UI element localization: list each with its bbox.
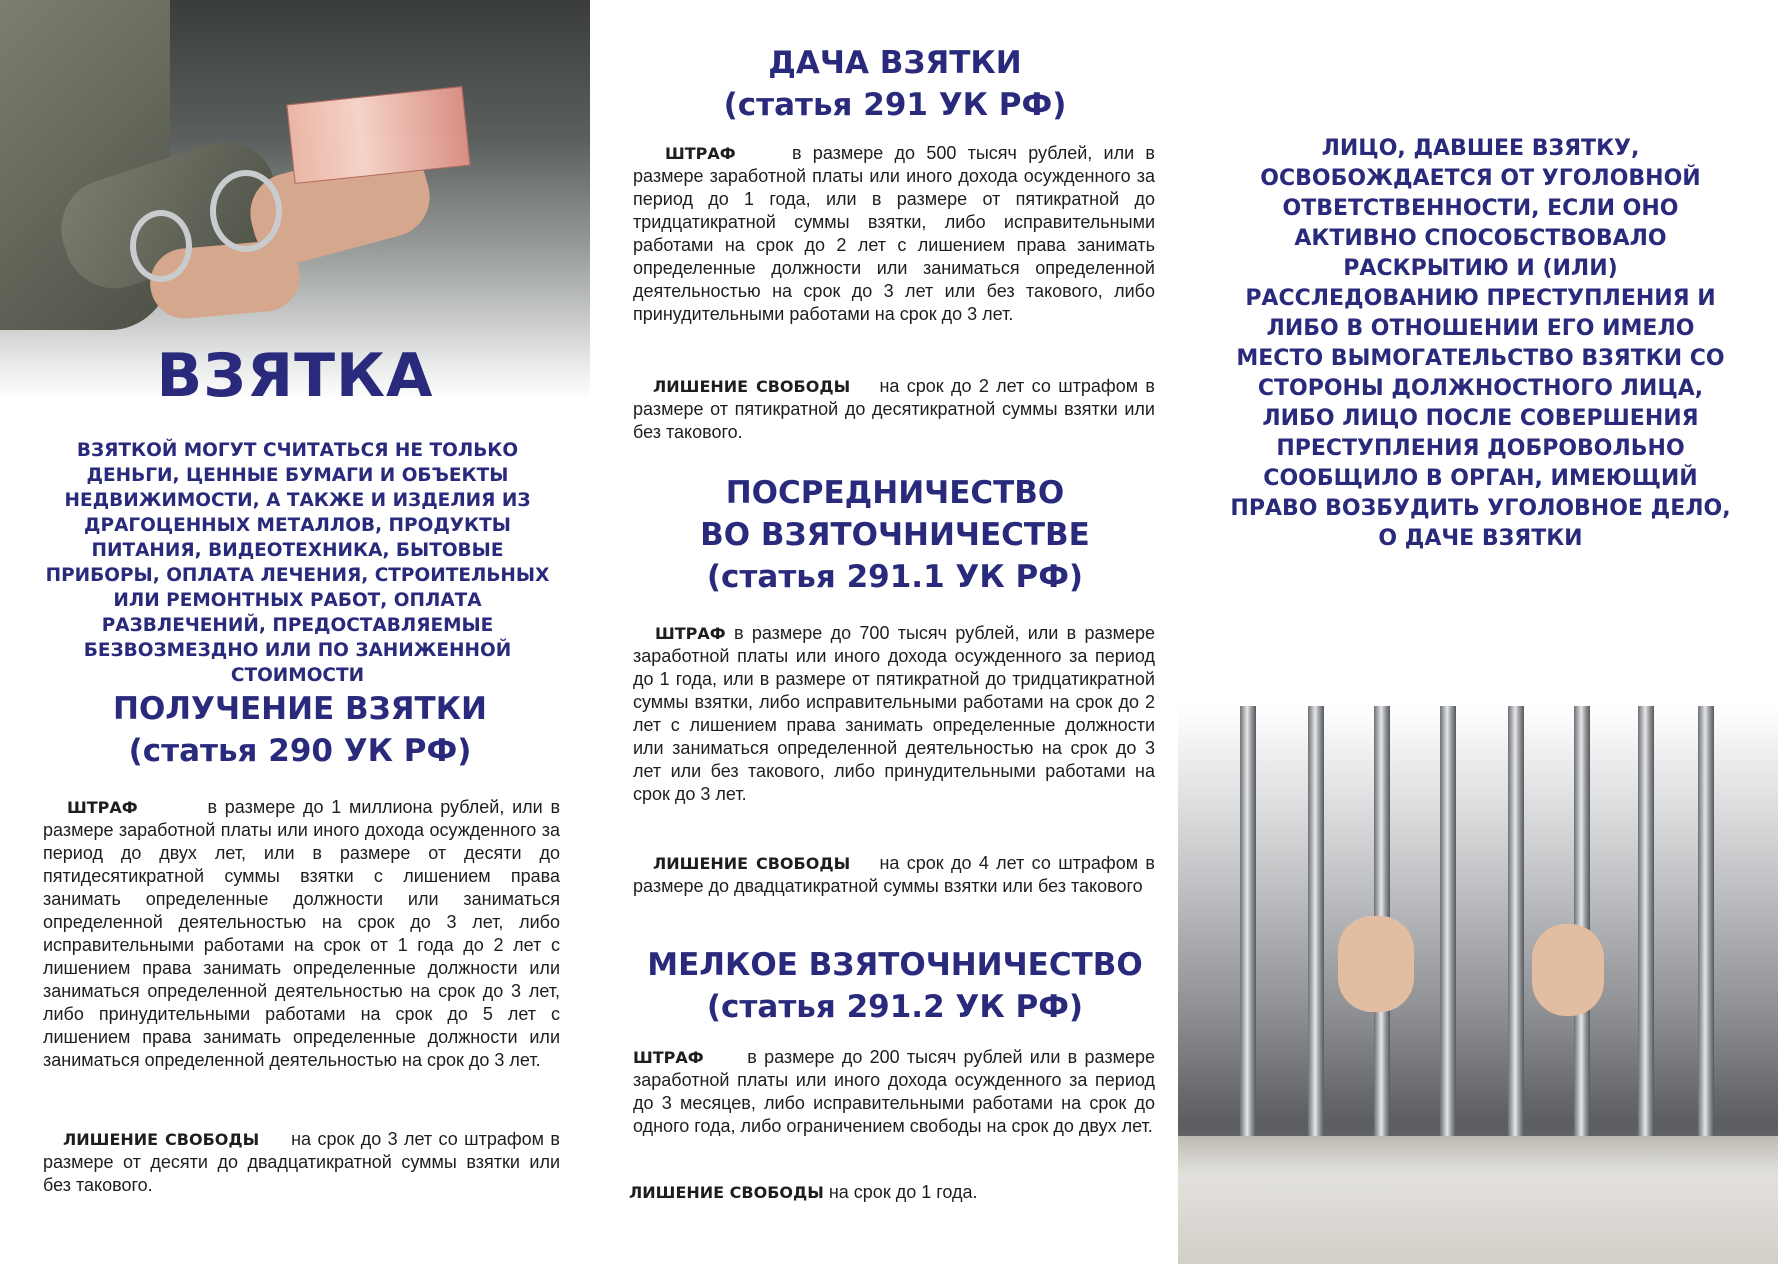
receiving-bribe-article: (статья 290 УК РФ) bbox=[128, 733, 472, 769]
exemption-notice: ЛИЦО, ДАВШЕЕ ВЗЯТКУ, ОСВОБОЖДАЕТСЯ ОТ УГОЛОВНОЙ ОТВЕТСТВЕННОСТИ, ЕСЛИ ОНО АКТИВНО СПОСОБСТВОВАЛО РАСКРЫТИЮ И (ИЛИ) РАССЛЕДОВАНИЮ ПРЕСТУПЛЕНИЯ И ЛИБО В ОТНОШЕНИИ ЕГО ИМЕЛО МЕСТО ВЫМОГАТЕЛЬСТВО ВЗЯТКИ СО СТОРОНЫ ДОЛЖНОСТНОГО ЛИЦА, ЛИБО ЛИЦО ПОСЛЕ СОВЕРШЕНИЯ ПРЕСТУПЛЕНИЯ ДОБРОВОЛЬНО СООБЩИЛО В ОРГАН, ИМЕЮЩИЙ ПРАВО ВОЗБУДИТЬ УГОЛОВНОЕ ДЕЛО, О ДАЧЕ ВЗЯТКИ bbox=[1230, 136, 1731, 551]
mediation-heading-line1: ПОСРЕДНИЧЕСТВО bbox=[725, 475, 1065, 511]
receiving-bribe-title bbox=[0, 688, 600, 772]
fine-text: в размере до 500 тысяч рублей, или в размере заработной платы или иного дохода осужденного за период до 1 года, или в размере от пятикратной до тридцатикратной суммы взятки, либо исправительными работами на срок до 2 лет с лишением права занимать определенные должности или заниматься определенной деятельностью на срок до 3 лет или без такового, либо принудительными работами на срок до 3 лет. bbox=[633, 143, 1155, 324]
bribe-definition-text: ВЗЯТКОЙ МОГУТ СЧИТАТЬСЯ НЕ ТОЛЬКО ДЕНЬГИ, ЦЕННЫЕ БУМАГИ И ОБЪЕКТЫ НЕДВИЖИМОСТИ, А ТАКЖЕ И ИЗДЕЛИЯ ИЗ ДРАГОЦЕННЫХ МЕТАЛЛОВ, ПРОДУКТЫ ПИТАНИЯ, ВИДЕОТЕХНИКА, БЫТОВЫЕ ПРИБОРЫ, ОПЛАТА ЛЕЧЕНИЯ, СТРОИТЕЛЬНЫХ ИЛИ РЕМОНТНЫХ РАБОТ, ОПЛАТА РАЗВЛЕЧЕНИЙ, ПРЕДОСТАВЛЯЕМЫЕ БЕЗВОЗМЕЗДНО ИЛИ ПО ЗАНИЖЕННОЙ СТОИМОСТИ bbox=[45, 440, 550, 686]
fine-label: ШТРАФ bbox=[655, 624, 726, 643]
mediation-heading-line2: ВО ВЗЯТОЧНИЧЕСТВЕ bbox=[700, 517, 1090, 553]
prison-label: ЛИШЕНИЕ СВОБОДЫ bbox=[653, 854, 851, 873]
giving-bribe-fine bbox=[633, 142, 1155, 326]
giving-bribe-title bbox=[600, 42, 1190, 126]
prison-text: на срок до 4 лет со штрафом в размере до двадцатикратной суммы взятки или без такового bbox=[633, 853, 1155, 896]
petty-bribery-fine bbox=[633, 1046, 1155, 1138]
giving-bribe-prison bbox=[633, 375, 1155, 444]
prison-text: на срок до 2 лет со штрафом в размере от пятикратной до десятикратной суммы взятки или без такового. bbox=[633, 376, 1155, 442]
fine-label: ШТРАФ bbox=[633, 1048, 704, 1067]
mediation-fine bbox=[633, 622, 1155, 806]
receiving-bribe-fine bbox=[43, 796, 560, 1072]
giving-bribe-heading: ДАЧА ВЗЯТКИ bbox=[768, 45, 1022, 81]
mediation-article: (статья 291.1 УК РФ) bbox=[706, 559, 1084, 595]
petty-bribery-prison bbox=[629, 1181, 1155, 1204]
petty-bribery-article: (статья 291.2 УК РФ) bbox=[706, 989, 1084, 1025]
prison-label: ЛИШЕНИЕ СВОБОДЫ bbox=[63, 1130, 260, 1149]
receiving-bribe-prison bbox=[43, 1128, 560, 1197]
fine-text: в размере до 200 тысяч рублей или в размере заработной платы или иного дохода осужденного за период до 3 месяцев, либо исправительными работами на срок до одного года, либо ограничением свободы на срок до двух лет. bbox=[633, 1047, 1155, 1136]
mediation-prison bbox=[633, 852, 1155, 898]
page-title: ВЗЯТКА bbox=[156, 341, 434, 411]
fine-label: ШТРАФ bbox=[67, 798, 138, 817]
receiving-bribe-heading: ПОЛУЧЕНИЕ ВЗЯТКИ bbox=[113, 691, 487, 727]
fine-text: в размере до 1 миллиона рублей, или в размере заработной платы или иного дохода осужденного за период до двух лет, или в размере от десяти до пятидесятикратной суммы взятки с лишением права занимать определенные должности или заниматься определенной деятельностью на срок до 3 лет, либо исправительными работами на срок от 1 года до 2 лет с лишением права занимать определенные должности или заниматься определенной деятельностью на срок до 3 лет, либо принудительными работами на срок до 5 лет с лишением права занимать определенные должности или заниматься определенной деятельностью на срок до 3 лет. bbox=[43, 797, 561, 1070]
prison-bars-hands-photo bbox=[1178, 706, 1778, 1264]
prison-label: ЛИШЕНИЕ СВОБОДЫ bbox=[629, 1183, 824, 1202]
fine-text: в размере до 700 тысяч рублей, или в размере заработной платы или иного дохода осужденного за период до 1 года, или в размере от пятикратной до тридцатикратной суммы взятки, либо исправительными работами на срок до 2 лет с лишением права занимать определенные должности или заниматься определенной деятельностью на срок до 3 лет или без такового, либо принудительными работами на срок до 3 лет. bbox=[633, 623, 1155, 804]
petty-bribery-title bbox=[600, 944, 1190, 1028]
petty-bribery-heading: МЕЛКОЕ ВЗЯТОЧНИЧЕСТВО bbox=[647, 947, 1143, 983]
giving-bribe-article: (статья 291 УК РФ) bbox=[723, 87, 1067, 123]
prison-label: ЛИШЕНИЕ СВОБОДЫ bbox=[653, 377, 851, 396]
fine-label: ШТРАФ bbox=[665, 144, 736, 163]
mediation-title bbox=[600, 472, 1190, 598]
prison-text: на срок до 3 лет со штрафом в размере от десяти до двадцатикратной суммы взятки или без такового. bbox=[43, 1129, 560, 1195]
prison-text: на срок до 1 года. bbox=[828, 1182, 978, 1202]
